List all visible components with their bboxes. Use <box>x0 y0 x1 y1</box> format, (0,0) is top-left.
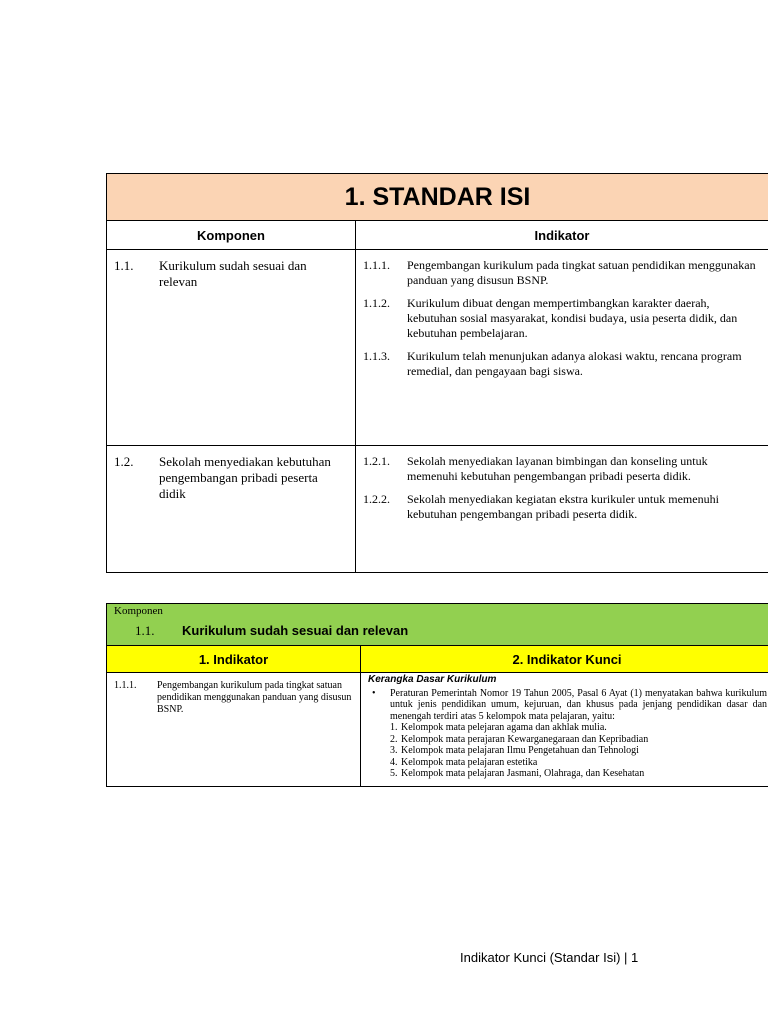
indikator-kunci-table <box>106 603 768 787</box>
list-item <box>363 258 760 288</box>
list-number: 5. <box>390 768 398 779</box>
komponen-title: Kurikulum sudah sesuai dan relevan <box>182 623 409 638</box>
page-footer: Indikator Kunci (Standar Isi) | 1 <box>460 950 639 965</box>
indikator-text: Kurikulum dibuat dengan mempertimbangkan karakter daerah, kebutuhan sosial masyarakat, kondisi budaya, usia peserta didik, dan kebutuhan pembelajaran. <box>407 296 738 340</box>
list-item <box>390 722 767 734</box>
list-item <box>390 768 767 780</box>
indikator-number: 1.2.1. <box>363 454 390 468</box>
table-row <box>107 673 768 787</box>
list-number: 4. <box>390 756 398 768</box>
komponen-number: 1.1. <box>135 623 155 638</box>
indikator-number: 1.1.3. <box>363 349 390 363</box>
column-header-indikator-kunci: 2. Indikator Kunci <box>361 646 768 673</box>
table-row <box>107 446 768 573</box>
numbered-list <box>368 722 767 780</box>
indikator-text: Pengembangan kurikulum pada tingkat satuan pendidikan menggunakan panduan yang disusun BSNP. <box>407 258 756 287</box>
bullet-item <box>368 688 767 723</box>
indikator-number: 1.2.2. <box>363 492 390 506</box>
column-header-indikator: 1. Indikator <box>107 646 361 673</box>
list-number: 1. <box>390 722 398 733</box>
komponen-header <box>107 604 768 646</box>
column-header-indikator: Indikator <box>356 221 768 250</box>
standar-isi-table <box>106 173 768 573</box>
bullet-icon: • <box>372 687 376 699</box>
komponen-caption: Komponen <box>114 605 163 617</box>
list-item <box>363 492 760 522</box>
list-item <box>390 734 767 746</box>
indikator-text: Kurikulum telah menunjukan adanya alokasi waktu, rencana program remedial, dan pengayaan bagi siswa. <box>407 349 742 378</box>
indikator-text: Pengembangan kurikulum pada tingkat satuan pendidikan menggunakan panduan yang disusun BSNP. <box>157 680 352 715</box>
indikator-number: 1.1.1. <box>114 680 137 691</box>
list-text: Kelompok mata pelejaran agama dan akhlak mulia. <box>401 722 607 733</box>
list-number: 2. <box>390 733 398 745</box>
list-text: Kelompok mata pelajaran Jasmani, Olahraga, dan Kesehatan <box>401 768 645 779</box>
list-item <box>363 296 760 341</box>
indikator-cell <box>107 673 360 716</box>
list-item <box>390 745 767 757</box>
indikator-number: 1.1.1. <box>363 258 390 272</box>
indikator-number: 1.1.2. <box>363 296 390 310</box>
indikator-text: Sekolah menyediakan kegiatan ekstra kurikuler untuk memenuhi kebutuhan pengembangan pribadi peserta didik. <box>407 492 719 521</box>
list-text: Kelompok mata perajaran Kewarganegaraan dan Kepribadian <box>401 733 649 745</box>
komponen-cell <box>107 250 355 290</box>
table-row <box>107 250 768 446</box>
indikator-list <box>356 446 768 522</box>
list-item <box>390 757 767 769</box>
komponen-cell <box>107 446 355 502</box>
page-title: 1. STANDAR ISI <box>107 174 768 221</box>
list-item <box>363 454 760 484</box>
indikator-list <box>356 250 768 379</box>
list-text: Kelompok mata pelajaran Ilmu Pengetahuan dan Tehnologi <box>401 745 639 756</box>
komponen-number: 1.1. <box>114 258 134 273</box>
column-header-komponen: Komponen <box>107 221 356 250</box>
indikator-text: Sekolah menyediakan layanan bimbingan dan konseling untuk memenuhi kebutuhan pengembangan pribadi peserta didik. <box>407 454 708 483</box>
komponen-label: Sekolah menyediakan kebutuhan pengembangan pribadi peserta didik <box>159 454 331 501</box>
list-text: Kelompok mata pelajaran estetika <box>401 756 538 768</box>
list-number: 3. <box>390 745 398 756</box>
komponen-number: 1.2. <box>114 454 134 469</box>
bullet-text: Peraturan Pemerintah Nomor 19 Tahun 2005, Pasal 6 Ayat (1) menyatakan bahwa kurikulum untuk jenis pendidikan umum, kejuruan, dan khusus pada jenjang pendidikan dasar dan menengah terdiri atas 5 kelompok mata pelajaran, yaitu: <box>390 687 768 722</box>
komponen-label: Kurikulum sudah sesuai dan relevan <box>159 258 307 289</box>
kunci-title: Kerangka Dasar Kurikulum <box>368 674 497 685</box>
indikator-kunci-cell <box>361 673 768 786</box>
list-item <box>363 349 760 379</box>
